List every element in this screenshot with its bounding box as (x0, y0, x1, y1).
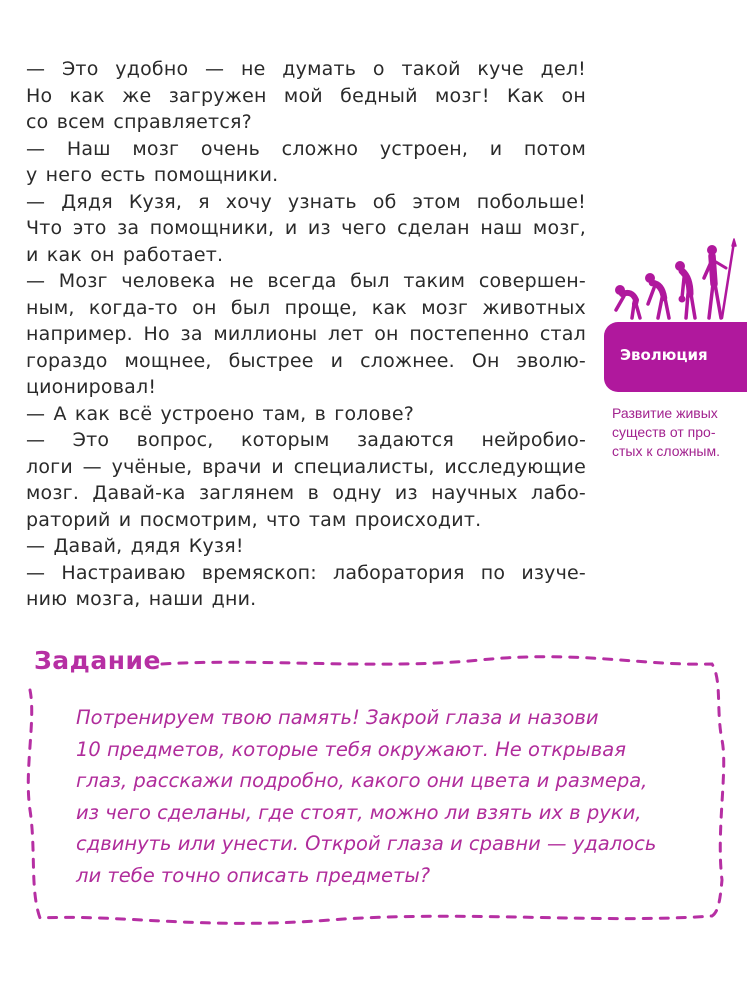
dialogue-line: например. Но за миллионы лет он постепенно стал (26, 323, 586, 345)
task-line: глаз, расскажи подробно, какого они цвета и размера, (76, 769, 648, 792)
task-line: сдвинуть или унести. Открой глаза и сравни — удалось (76, 832, 657, 855)
task-line: ли тебе точно описать предметы? (76, 863, 431, 887)
evolution-term: Эволюция (620, 346, 708, 364)
evolution-figures-icon (602, 238, 742, 320)
dialogue-line: — Наш мозг очень сложно устроен, и потом (26, 137, 586, 160)
task-line: из чего сделаны, где стоят, можно ли взять их в руки, (76, 800, 642, 824)
definition-line: существ от про- (612, 424, 716, 440)
dialogue-line: и как он работает. (26, 243, 224, 266)
task-text (76, 702, 686, 891)
dialogue-line: — Мозг человека не всегда был таким совершен- (26, 270, 586, 292)
dialogue-line: ционировал! (26, 376, 157, 398)
dialogue-line: нию мозга, наши дни. (26, 588, 257, 610)
dialogue-line: у него есть помощники. (26, 164, 279, 186)
dialogue-line: — А как всё устроено там, в голове? (26, 402, 415, 425)
evolution-term-banner (604, 322, 747, 392)
dialogue-line: Но как же загружен мой бедный мозг! Как он (26, 84, 586, 107)
definition-line: Развитие живых (612, 405, 718, 421)
definition-line: стых к сложным. (612, 443, 721, 459)
dialogue-line: — Это удобно — не думать о такой куче дел! (26, 58, 586, 80)
dialogue-line: — Это вопрос, которым задаются нейробио- (26, 429, 586, 451)
dialogue-line: гораздо мощнее, быстрее и сложнее. Он эволю- (26, 349, 586, 372)
dialogue-line: мозг. Давай-ка заглянем в одну из научных лабо- (26, 482, 586, 504)
dialogue-line: — Давай, дядя Кузя! (26, 535, 244, 557)
evolution-definition (612, 404, 742, 461)
dialogue-line: раторий и посмотрим, что там происходит. (26, 508, 482, 531)
dialogue-line: — Настраиваю времяскоп: лаборатория по изуче- (26, 561, 586, 584)
dialogue-line: логи — учёные, врачи и специалисты, исследующие (26, 455, 586, 478)
task-line: Потренируем твою память! Закрой глаза и назови (76, 706, 599, 729)
task-title: Задание (34, 646, 161, 675)
task-line: 10 предметов, которые тебя окружают. Не открывая (76, 737, 626, 761)
dialogue-line: со всем справляется? (26, 111, 252, 133)
dialogue-line: Что это за помощники, и из чего сделан наш мозг, (26, 217, 586, 239)
dialogue-text (26, 56, 586, 613)
dialogue-line: ным, когда-то он был проще, как мозг животных (26, 296, 586, 319)
dialogue-line: — Дядя Кузя, я хочу узнать об этом побольше! (26, 190, 586, 213)
